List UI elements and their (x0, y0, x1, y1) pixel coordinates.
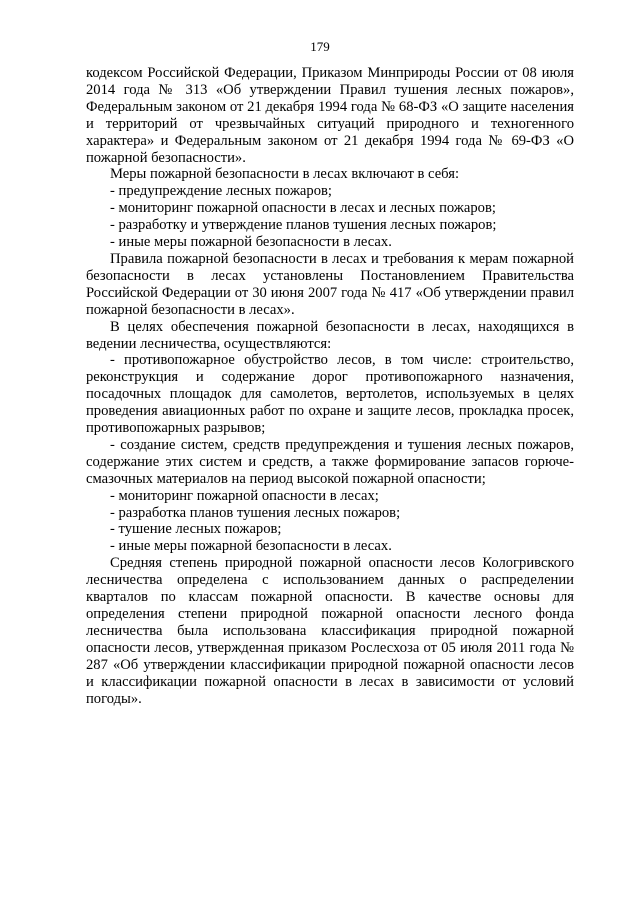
list-item: - создание систем, средств предупреждения и тушения лесных пожаров, содержание этих систем и средств, а также формирование запасов горюче-смазочных материалов на период высокой пожарной опасности; (86, 436, 574, 487)
list-item: - мониторинг пожарной опасности в лесах и лесных пожаров; (110, 200, 496, 217)
paragraph: Средняя степень природной пожарной опасности лесов Кологривского лесничества определена с использованием данных о распределении кварталов по классам пожарной опасности. В качестве основы для определения степени природной пожарной опасности лесного фонда лесничества была использована классификация природной пожарной опасности лесов, утвержденная приказом Рослесхоза от 05 июля 2011 года № 287 «Об утверждении классификации природной пожарной опасности лесов и классификации пожарной опасности в лесах в зависимости от условий погоды». (86, 555, 574, 707)
list-item: - мониторинг пожарной опасности в лесах; (110, 487, 379, 504)
paragraph: Меры пожарной безопасности в лесах включают в себя: (110, 166, 459, 183)
list-item: - предупреждение лесных пожаров; (110, 183, 332, 200)
list-item: - иные меры пожарной безопасности в лесах. (110, 538, 392, 555)
document-body (86, 65, 574, 707)
list-item: - противопожарное обустройство лесов, в том числе: строительство, реконструкция и содержание дорог противопожарного назначения, посадочных площадок для самолетов, вертолетов, используемых в целях проведения авиационных работ по охране и защите лесов, прокладка просек, противопожарных разрывов; (86, 352, 574, 437)
page-number: 179 (310, 39, 330, 54)
list-item: - тушение лесных пожаров; (110, 521, 282, 538)
list-item: - разработка планов тушения лесных пожаров; (110, 504, 401, 521)
paragraph: В целях обеспечения пожарной безопасности в лесах, находящихся в ведении лесничества, осуществляются: (86, 318, 574, 352)
list-item: - иные меры пожарной безопасности в лесах. (110, 234, 392, 251)
list-item: - разработку и утверждение планов тушения лесных пожаров; (110, 217, 497, 234)
paragraph: Правила пожарной безопасности в лесах и требования к мерам пожарной безопасности в лесах установлены Постановлением Правительства Российской Федерации от 30 июня 2007 года № 417 «Об утверждении правил пожарной безопасности в лесах». (86, 250, 574, 318)
paragraph: кодексом Российской Федерации, Приказом Минприроды России от 08 июля 2014 года № 313 «Об утверждении Правил тушения лесных пожаров», Федеральным законом от 21 декабря 1994 года № 68-ФЗ «О защите населения и территорий от чрезвычайных ситуаций природного и техногенного характера» и Федеральным законом от 21 декабря 1994 года № 69-ФЗ «О пожарной безопасности». (86, 65, 574, 166)
